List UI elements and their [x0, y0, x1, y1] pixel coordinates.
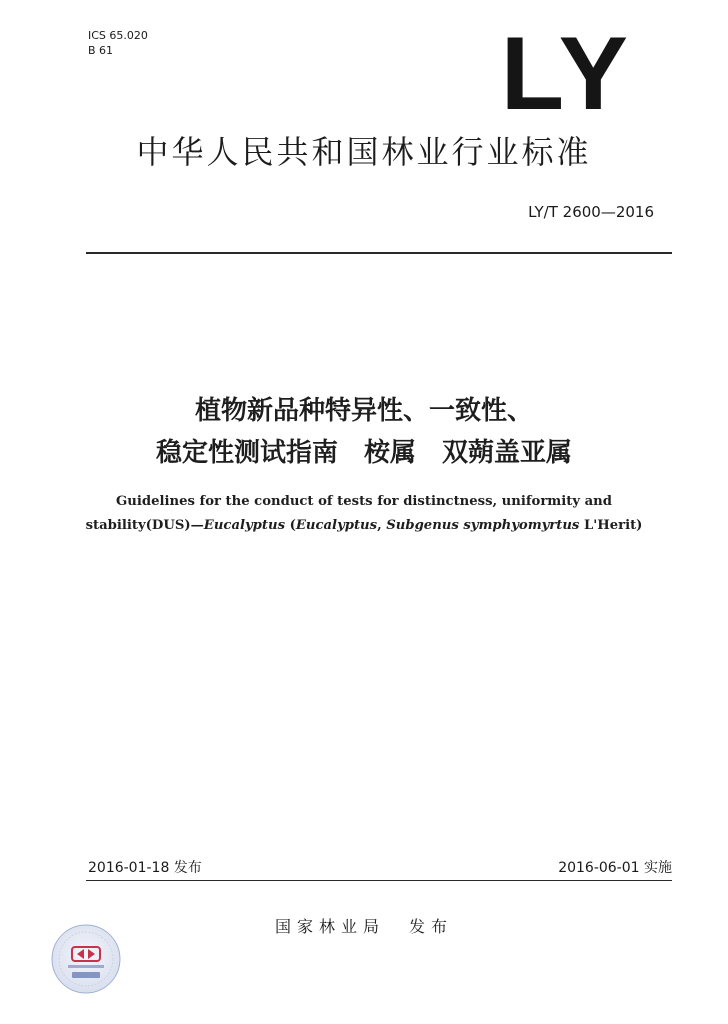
english-title-suffix: L'Herit): [579, 518, 643, 533]
publisher-name: 国家林业局: [274, 917, 385, 936]
english-title-prefix: stability(DUS)—: [85, 518, 204, 533]
genus-name-2: Eucalyptus: [295, 518, 378, 533]
bottom-divider: [86, 880, 672, 881]
ly-logo: LY: [500, 16, 632, 132]
genus-name: Eucalyptus: [203, 518, 285, 533]
implementation-date: 2016-06-01 实施: [558, 860, 672, 876]
paren-open: (: [285, 518, 296, 533]
english-title-line-1: Guidelines for the conduct of tests for distinctness, uniformity and: [116, 494, 612, 509]
standard-code: LY/T 2600—2016: [528, 203, 654, 221]
issue-date: 2016-01-18 发布: [88, 860, 202, 876]
ics-code: ICS 65.020: [88, 29, 148, 42]
top-divider: [86, 252, 672, 254]
class-code: B 61: [88, 44, 114, 57]
title-comma: ,: [377, 518, 387, 533]
classification-codes: [88, 28, 148, 58]
english-title-line-2: [0, 518, 728, 533]
chinese-title-line-1: 植物新品种特异性、一致性、: [194, 396, 533, 426]
subgenus-name: Subgenus symphyomyrtus: [386, 518, 580, 533]
chinese-title-line-2: 稳定性测试指南 桉属 双蒴盖亚属: [155, 438, 572, 468]
standard-name: 中华人民共和国林业行业标准: [136, 133, 592, 171]
publish-action: 发布: [409, 917, 454, 936]
anti-counterfeit-seal-icon: [50, 923, 122, 995]
